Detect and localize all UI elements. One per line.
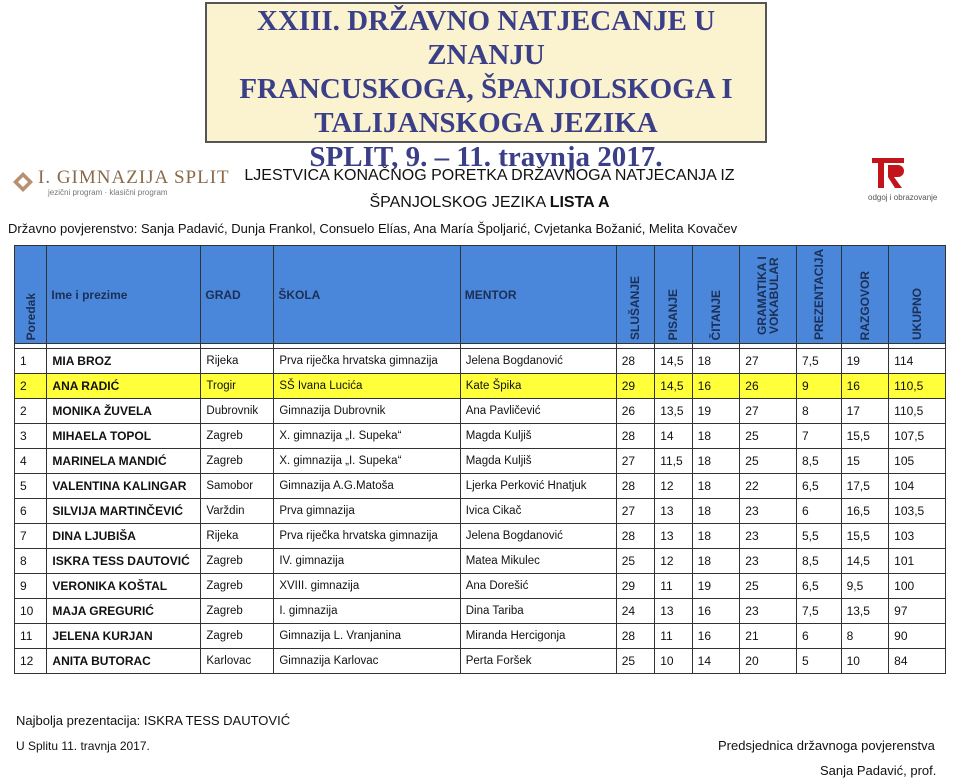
cell-grammar: 25	[740, 449, 797, 474]
cell-reading: 18	[692, 424, 740, 449]
cell-city: Rijeka	[201, 349, 274, 374]
title-line-3: TALIJANSKOGA JEZIKA	[314, 107, 658, 139]
cell-grammar: 25	[740, 574, 797, 599]
cell-grammar: 23	[740, 599, 797, 624]
cell-listening: 28	[616, 349, 654, 374]
cell-writing: 13	[655, 599, 692, 624]
cell-name: ISKRA TESS DAUTOVIĆ	[47, 549, 201, 574]
cell-school: Gimnazija Dubrovnik	[274, 399, 460, 424]
cell-grammar: 22	[740, 474, 797, 499]
cell-writing: 14,5	[655, 349, 692, 374]
cell-name: MIA BROZ	[47, 349, 201, 374]
title-box	[205, 2, 767, 173]
cell-city: Karlovac	[201, 649, 274, 674]
cell-name: VERONIKA KOŠTAL	[47, 574, 201, 599]
cell-total: 97	[889, 599, 946, 624]
cell-conversation: 14,5	[841, 549, 889, 574]
cell-mentor: Magda Kuljiš	[460, 449, 616, 474]
agency-emblem-icon	[868, 155, 908, 191]
best-presentation: Najbolja prezentacija: ISKRA TESS DAUTOVIĆ	[16, 713, 291, 728]
cell-city: Zagreb	[201, 599, 274, 624]
cell-name: JELENA KURJAN	[47, 624, 201, 649]
cell-presentation: 6,5	[797, 574, 842, 599]
cell-mentor: Ivica Cikač	[460, 499, 616, 524]
title-line-4: SPLIT, 9. – 11. travnja 2017.	[309, 141, 663, 173]
column-header: GRAD	[201, 246, 274, 344]
cell-city: Dubrovnik	[201, 399, 274, 424]
cell-writing: 14,5	[655, 374, 692, 399]
cell-school: Prva gimnazija	[274, 499, 460, 524]
cell-presentation: 9	[797, 374, 842, 399]
cell-name: MARINELA MANDIĆ	[47, 449, 201, 474]
cell-total: 105	[889, 449, 946, 474]
table-row	[15, 499, 946, 524]
commission-chair-name: Sanja Padavić, prof.	[820, 763, 937, 778]
table-row	[15, 574, 946, 599]
cell-conversation: 15,5	[841, 424, 889, 449]
cell-rank: 7	[15, 524, 47, 549]
cell-school: SŠ Ivana Lucića	[274, 374, 460, 399]
school-logo-name: I. GIMNAZIJA SPLIT	[38, 167, 230, 188]
cell-presentation: 7	[797, 424, 842, 449]
cell-grammar: 21	[740, 624, 797, 649]
cell-listening: 29	[616, 574, 654, 599]
table-row	[15, 599, 946, 624]
cell-grammar: 26	[740, 374, 797, 399]
cell-total: 103,5	[889, 499, 946, 524]
list-subtitle	[222, 162, 757, 216]
cell-mentor: Magda Kuljiš	[460, 424, 616, 449]
cell-reading: 19	[692, 399, 740, 424]
column-header: ČITANJE	[692, 246, 740, 344]
cell-total: 84	[889, 649, 946, 674]
cell-mentor: Jelena Bogdanović	[460, 524, 616, 549]
cell-school: X. gimnazija „I. Supeka“	[274, 424, 460, 449]
cell-reading: 16	[692, 624, 740, 649]
table-row	[15, 349, 946, 374]
cell-grammar: 25	[740, 424, 797, 449]
cell-reading: 18	[692, 474, 740, 499]
cell-presentation: 8,5	[797, 449, 842, 474]
cell-presentation: 6,5	[797, 474, 842, 499]
cell-grammar: 23	[740, 524, 797, 549]
column-header: UKUPNO	[889, 246, 946, 344]
cell-total: 104	[889, 474, 946, 499]
cell-city: Zagreb	[201, 449, 274, 474]
title-line-2: FRANCUSKOGA, ŠPANJOLSKOGA I	[239, 73, 733, 105]
table-row	[15, 399, 946, 424]
cell-grammar: 27	[740, 399, 797, 424]
cell-rank: 8	[15, 549, 47, 574]
cell-mentor: Ana Pavličević	[460, 399, 616, 424]
column-header: MENTOR	[460, 246, 616, 344]
cell-city: Samobor	[201, 474, 274, 499]
agency-logo-subtitle: odgoj i obrazovanje	[868, 193, 938, 202]
cell-listening: 27	[616, 449, 654, 474]
cell-listening: 25	[616, 649, 654, 674]
school-logo-subtitle: jezični program · klasični program	[48, 188, 168, 197]
cell-conversation: 15,5	[841, 524, 889, 549]
cell-conversation: 13,5	[841, 599, 889, 624]
column-header: PREZENTACIJA	[797, 246, 842, 344]
cell-mentor: Dina Tariba	[460, 599, 616, 624]
cell-listening: 26	[616, 399, 654, 424]
subtitle-list-label: LISTA A	[549, 194, 610, 211]
cell-writing: 13	[655, 524, 692, 549]
cell-conversation: 17	[841, 399, 889, 424]
place-date: U Splitu 11. travnja 2017.	[16, 739, 150, 753]
table-row	[15, 549, 946, 574]
cell-school: Prva riječka hrvatska gimnazija	[274, 524, 460, 549]
cell-rank: 3	[15, 424, 47, 449]
table-row	[15, 374, 946, 399]
cell-presentation: 6	[797, 499, 842, 524]
cell-reading: 18	[692, 449, 740, 474]
cell-rank: 1	[15, 349, 47, 374]
cell-name: MAJA GREGURIĆ	[47, 599, 201, 624]
cell-presentation: 6	[797, 624, 842, 649]
cell-reading: 19	[692, 574, 740, 599]
cell-listening: 28	[616, 524, 654, 549]
cell-mentor: Ljerka Perković Hnatjuk	[460, 474, 616, 499]
cell-school: Prva riječka hrvatska gimnazija	[274, 349, 460, 374]
results-table	[14, 245, 946, 674]
cell-writing: 13,5	[655, 399, 692, 424]
cell-mentor: Miranda Hercigonja	[460, 624, 616, 649]
cell-name: ANA RADIĆ	[47, 374, 201, 399]
cell-reading: 18	[692, 499, 740, 524]
table-row	[15, 649, 946, 674]
subtitle-line-1: LJESTVICA KONAČNOG PORETKA DRŽAVNOGA NATJECANJA IZ	[244, 167, 735, 184]
cell-conversation: 19	[841, 349, 889, 374]
table-row	[15, 474, 946, 499]
cell-conversation: 16,5	[841, 499, 889, 524]
cell-reading: 14	[692, 649, 740, 674]
cell-total: 107,5	[889, 424, 946, 449]
cell-listening: 28	[616, 474, 654, 499]
cell-conversation: 10	[841, 649, 889, 674]
cell-conversation: 8	[841, 624, 889, 649]
column-header: RAZGOVOR	[841, 246, 889, 344]
cell-listening: 28	[616, 424, 654, 449]
cell-listening: 28	[616, 624, 654, 649]
cell-name: MIHAELA TOPOL	[47, 424, 201, 449]
cell-reading: 18	[692, 549, 740, 574]
cell-mentor: Ana Dorešić	[460, 574, 616, 599]
column-header: Ime i prezime	[47, 246, 201, 344]
cell-rank: 6	[15, 499, 47, 524]
cell-name: ANITA BUTORAC	[47, 649, 201, 674]
column-header: ŠKOLA	[274, 246, 460, 344]
column-header: GRAMATIKA I VOKABULAR	[740, 246, 797, 344]
cell-name: MONIKA ŽUVELA	[47, 399, 201, 424]
cell-reading: 16	[692, 374, 740, 399]
cell-writing: 14	[655, 424, 692, 449]
column-header: SLUŠANJE	[616, 246, 654, 344]
cell-rank: 9	[15, 574, 47, 599]
cell-school: Gimnazija Karlovac	[274, 649, 460, 674]
commission-members: Državno povjerenstvo: Sanja Padavić, Dunja Frankol, Consuelo Elías, Ana María Špoljarić, Cvjetanka Božanić, Melita Kovačev	[8, 221, 738, 236]
cell-city: Varždin	[201, 499, 274, 524]
table-row	[15, 449, 946, 474]
cell-mentor: Matea Mikulec	[460, 549, 616, 574]
cell-name: DINA LJUBIŠA	[47, 524, 201, 549]
cell-school: Gimnazija L. Vranjanina	[274, 624, 460, 649]
cell-city: Zagreb	[201, 549, 274, 574]
cell-rank: 11	[15, 624, 47, 649]
cell-rank: 2	[15, 399, 47, 424]
cell-rank: 10	[15, 599, 47, 624]
school-emblem-icon	[12, 171, 34, 193]
cell-grammar: 23	[740, 499, 797, 524]
cell-total: 103	[889, 524, 946, 549]
title-line-1: XXIII. DRŽAVNO NATJECANJE U ZNANJU	[256, 5, 716, 71]
cell-listening: 27	[616, 499, 654, 524]
cell-total: 110,5	[889, 374, 946, 399]
column-header: PISANJE	[655, 246, 692, 344]
cell-presentation: 8,5	[797, 549, 842, 574]
cell-city: Zagreb	[201, 624, 274, 649]
cell-name: SILVIJA MARTINČEVIĆ	[47, 499, 201, 524]
cell-rank: 4	[15, 449, 47, 474]
column-header: Poredak	[15, 246, 47, 344]
cell-grammar: 20	[740, 649, 797, 674]
commission-chair-title: Predsjednica državnoga povjerenstva	[718, 738, 935, 753]
cell-presentation: 5,5	[797, 524, 842, 549]
cell-total: 90	[889, 624, 946, 649]
table-header-row	[15, 246, 946, 344]
agency-logo	[860, 155, 950, 205]
cell-school: I. gimnazija	[274, 599, 460, 624]
cell-rank: 5	[15, 474, 47, 499]
cell-total: 101	[889, 549, 946, 574]
school-logo	[12, 167, 230, 197]
cell-mentor: Jelena Bogdanović	[460, 349, 616, 374]
cell-writing: 11	[655, 574, 692, 599]
cell-school: XVIII. gimnazija	[274, 574, 460, 599]
cell-presentation: 7,5	[797, 599, 842, 624]
cell-grammar: 27	[740, 349, 797, 374]
cell-total: 100	[889, 574, 946, 599]
cell-writing: 11	[655, 624, 692, 649]
cell-city: Trogir	[201, 374, 274, 399]
cell-total: 114	[889, 349, 946, 374]
cell-city: Zagreb	[201, 574, 274, 599]
table-row	[15, 524, 946, 549]
cell-reading: 16	[692, 599, 740, 624]
cell-writing: 12	[655, 549, 692, 574]
table-row	[15, 424, 946, 449]
cell-conversation: 16	[841, 374, 889, 399]
cell-school: X. gimnazija „I. Supeka“	[274, 449, 460, 474]
cell-city: Zagreb	[201, 424, 274, 449]
cell-rank: 12	[15, 649, 47, 674]
cell-presentation: 5	[797, 649, 842, 674]
cell-school: IV. gimnazija	[274, 549, 460, 574]
cell-writing: 11,5	[655, 449, 692, 474]
subtitle-line-2	[222, 189, 757, 216]
cell-grammar: 23	[740, 549, 797, 574]
cell-listening: 24	[616, 599, 654, 624]
cell-mentor: Perta Foršek	[460, 649, 616, 674]
cell-reading: 18	[692, 524, 740, 549]
cell-listening: 29	[616, 374, 654, 399]
cell-total: 110,5	[889, 399, 946, 424]
cell-reading: 18	[692, 349, 740, 374]
cell-presentation: 8	[797, 399, 842, 424]
subtitle-language: ŠPANJOLSKOG JEZIKA	[369, 194, 546, 211]
cell-conversation: 9,5	[841, 574, 889, 599]
cell-writing: 13	[655, 499, 692, 524]
cell-listening: 25	[616, 549, 654, 574]
cell-mentor: Kate Špika	[460, 374, 616, 399]
cell-school: Gimnazija A.G.Matoša	[274, 474, 460, 499]
cell-conversation: 17,5	[841, 474, 889, 499]
cell-writing: 10	[655, 649, 692, 674]
cell-name: VALENTINA KALINGAR	[47, 474, 201, 499]
cell-conversation: 15	[841, 449, 889, 474]
cell-writing: 12	[655, 474, 692, 499]
table-row	[15, 624, 946, 649]
cell-city: Rijeka	[201, 524, 274, 549]
cell-rank: 2	[15, 374, 47, 399]
cell-presentation: 7,5	[797, 349, 842, 374]
